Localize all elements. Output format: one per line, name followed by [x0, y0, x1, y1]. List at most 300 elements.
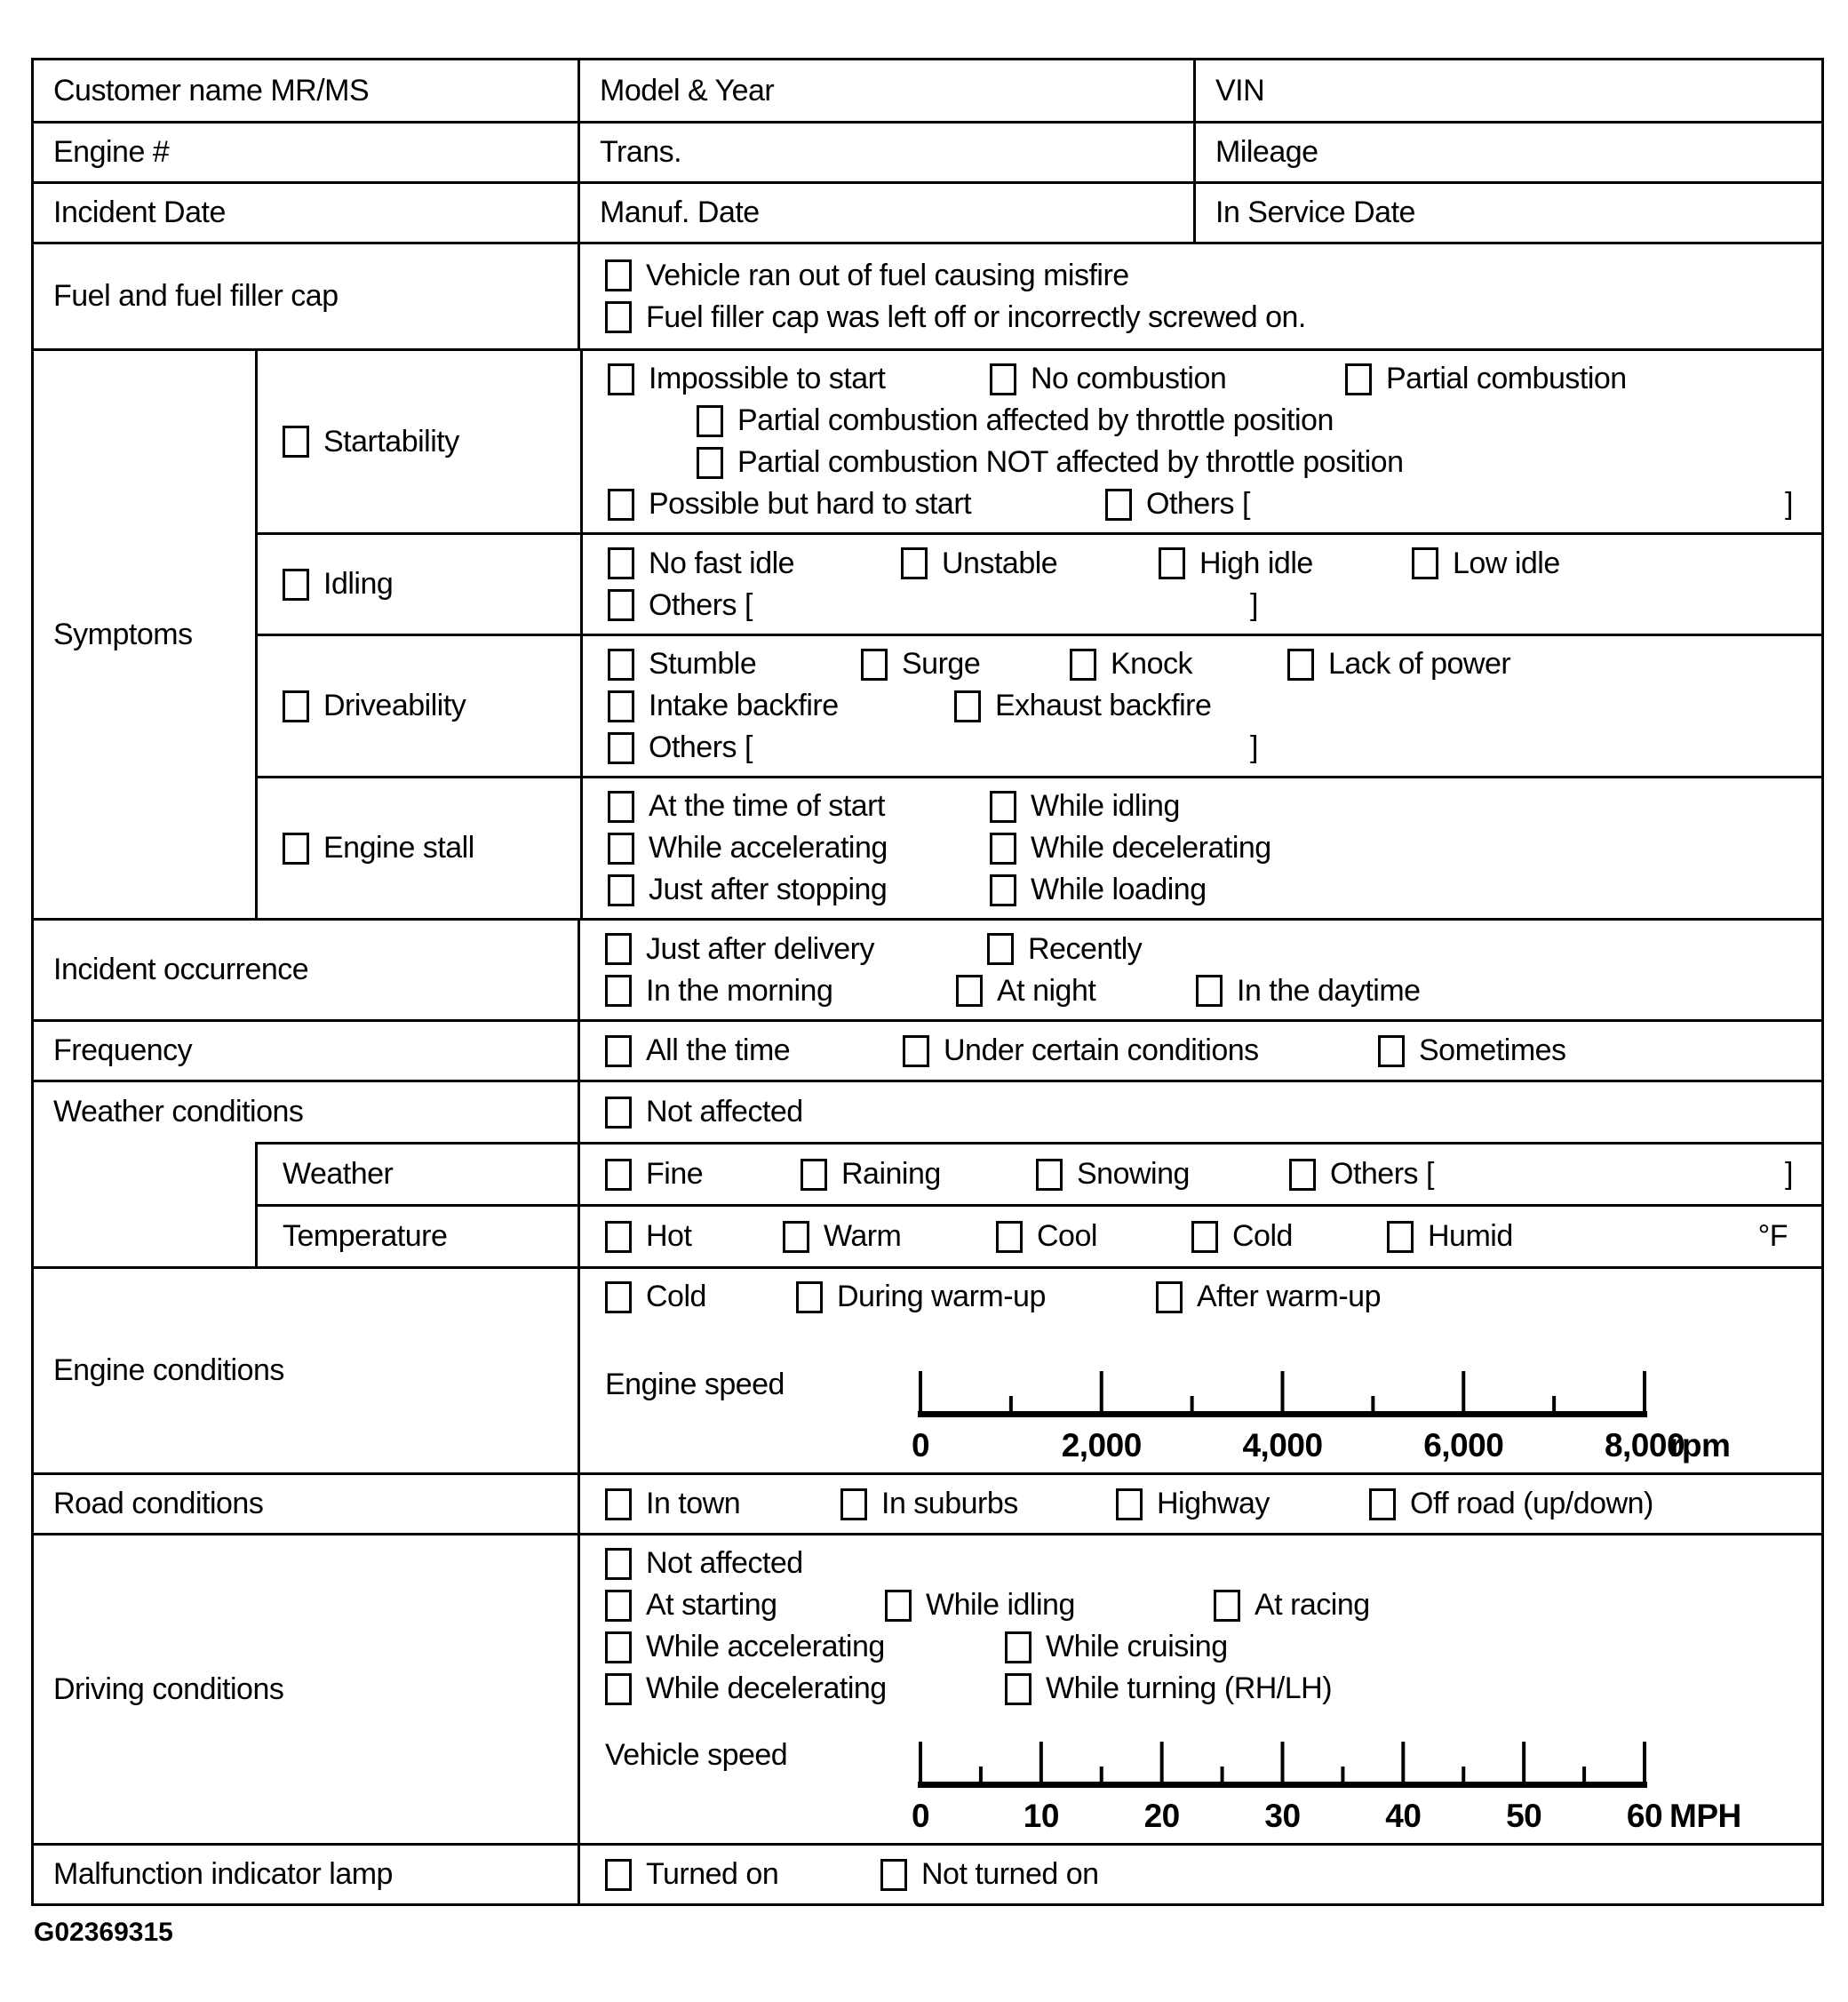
- option-label: Under certain conditions: [944, 1033, 1259, 1067]
- option-label: Vehicle ran out of fuel causing misfire: [646, 258, 1129, 292]
- cb-warm[interactable]: [783, 1221, 809, 1253]
- option-warm: [783, 1219, 996, 1254]
- row-symptoms: [34, 348, 1821, 918]
- option-no-combustion: [990, 362, 1345, 396]
- weather-conditions-label: Weather conditions: [53, 1095, 304, 1129]
- option-after-warm-up: [1156, 1280, 1381, 1314]
- option-label: Recently: [1028, 931, 1143, 966]
- fuel-options: [578, 244, 1821, 348]
- malfunction-lamp-line-1: [605, 1854, 1821, 1895]
- engine-stall-label: Engine stall: [323, 831, 474, 865]
- option-label: Warm: [824, 1219, 902, 1253]
- cb-idling-others[interactable]: [608, 589, 634, 621]
- cb-startability-others[interactable]: [1105, 489, 1132, 521]
- option-label: In suburbs: [881, 1487, 1018, 1520]
- road-conditions-label: Road conditions: [53, 1487, 264, 1520]
- cb-in-town[interactable]: [605, 1488, 632, 1520]
- option-while-cruising: [1005, 1630, 1228, 1664]
- option-while-turning: [1005, 1671, 1332, 1706]
- option-during-warm-up: [796, 1280, 1156, 1314]
- cb-stall-while-decelerating[interactable]: [990, 833, 1016, 865]
- option-just-after-stopping: [608, 873, 990, 907]
- cb-cold-temp[interactable]: [1191, 1221, 1218, 1253]
- cb-raining[interactable]: [801, 1159, 827, 1191]
- driveability-line-1: [608, 643, 1821, 685]
- cb-lack-of-power[interactable]: [1287, 649, 1314, 681]
- option-label: Others [: [1330, 1157, 1434, 1191]
- svg-text:6,000: 6,000: [1423, 1427, 1504, 1464]
- option-label: Lack of power: [1328, 647, 1511, 681]
- engine-stall-line-3: [608, 869, 1821, 911]
- weather-conditions-spacer: [34, 1142, 255, 1204]
- temperature-line-1: [605, 1216, 1821, 1257]
- row-engine-conditions: [34, 1266, 1821, 1472]
- cb-high-idle[interactable]: [1159, 547, 1185, 579]
- option-idling-others: [608, 588, 753, 623]
- startability-label-cell: [258, 351, 580, 532]
- option-in-the-daytime: [1196, 974, 1421, 1009]
- option-in-town: [605, 1487, 840, 1521]
- option-high-idle: [1159, 546, 1412, 581]
- option-label: Cold: [1232, 1219, 1293, 1253]
- option-label: Just after stopping: [649, 873, 888, 906]
- cb-highway[interactable]: [1116, 1488, 1143, 1520]
- row-weather-conditions: [34, 1080, 1821, 1142]
- engine-conditions-options: [578, 1269, 1821, 1472]
- symptoms-section-label: Symptoms: [53, 617, 193, 651]
- engine-speed-row: [605, 1348, 1821, 1465]
- option-weather-others: [1289, 1157, 1434, 1192]
- option-label: Others [: [1146, 487, 1250, 521]
- option-partial-not-affected-throttle: [697, 445, 1403, 480]
- cb-knock[interactable]: [1070, 649, 1096, 681]
- option-label: Exhaust backfire: [995, 689, 1212, 722]
- svg-text:10: 10: [1023, 1798, 1059, 1834]
- option-label: Cold: [646, 1280, 706, 1313]
- option-driving-while-decelerating: [605, 1671, 1005, 1706]
- subrow-engine-stall: [258, 776, 1821, 918]
- option-label: In the daytime: [1237, 973, 1421, 1008]
- cb-in-suburbs[interactable]: [840, 1488, 867, 1520]
- driving-conditions-label: Driving conditions: [53, 1671, 284, 1706]
- option-label: In town: [646, 1487, 741, 1520]
- svg-text:MPH: MPH: [1669, 1798, 1741, 1834]
- option-driving-while-idling: [885, 1588, 1214, 1623]
- diagnostic-form-table: [31, 58, 1824, 1906]
- option-label: Fuel filler cap was left off or incorrectly screwed on.: [646, 299, 1306, 334]
- option-stall-while-accelerating: [608, 831, 990, 865]
- cb-in-the-morning[interactable]: [605, 975, 632, 1007]
- subrow-startability: [258, 351, 1821, 532]
- option-at-racing: [1214, 1588, 1370, 1623]
- cb-turned-on[interactable]: [605, 1859, 632, 1891]
- option-label: Not affected: [646, 1095, 803, 1129]
- option-label: While idling: [926, 1588, 1075, 1622]
- option-label: Turned on: [646, 1857, 779, 1891]
- cb-weather-others[interactable]: [1289, 1159, 1316, 1191]
- cb-in-the-daytime[interactable]: [1196, 975, 1223, 1007]
- option-label: At night: [997, 973, 1096, 1008]
- option-label: Possible but hard to start: [649, 487, 972, 521]
- cb-surge[interactable]: [861, 649, 888, 681]
- option-label: Knock: [1111, 647, 1192, 681]
- option-snowing: [1036, 1157, 1289, 1192]
- malfunction-lamp-options: [578, 1846, 1821, 1903]
- field-model-year: Model & Year: [578, 60, 1193, 121]
- option-ran-out-of-fuel: [605, 259, 1129, 293]
- cb-at-racing[interactable]: [1214, 1590, 1240, 1622]
- row-weather: [34, 1142, 1821, 1204]
- option-label: No fast idle: [649, 546, 795, 580]
- option-under-certain-conditions: [903, 1033, 1378, 1068]
- option-label: Off road (up/down): [1410, 1487, 1653, 1520]
- cb-recently[interactable]: [987, 933, 1014, 965]
- bracket-close: ]: [1249, 730, 1258, 764]
- idling-label-cell: [258, 535, 580, 634]
- cb-engine-cold[interactable]: [605, 1281, 632, 1313]
- cb-just-after-stopping[interactable]: [608, 874, 634, 906]
- option-at-time-of-start: [608, 789, 990, 824]
- option-engine-cold: [605, 1280, 796, 1314]
- svg-text:20: 20: [1143, 1798, 1180, 1834]
- symptoms-subrows: [255, 351, 1821, 918]
- option-driving-not-affected: [605, 1546, 803, 1581]
- field-engine-number: Engine #: [53, 135, 170, 169]
- cb-at-night[interactable]: [956, 975, 983, 1007]
- fuel-option-line-1: [605, 255, 1821, 297]
- cb-sometimes[interactable]: [1378, 1035, 1405, 1067]
- field-trans: Trans.: [578, 124, 1193, 181]
- cb-off-road[interactable]: [1369, 1488, 1396, 1520]
- row-road-conditions: [34, 1472, 1821, 1533]
- weather-options: [578, 1142, 1821, 1204]
- option-startability-others: [1105, 487, 1250, 522]
- svg-text:30: 30: [1264, 1798, 1301, 1834]
- vehicle-speed-label: Vehicle speed: [605, 1738, 788, 1772]
- row-customer-info: [34, 60, 1821, 121]
- idling-label: Idling: [323, 567, 394, 601]
- temperature-label: Temperature: [255, 1204, 578, 1266]
- cb-while-loading[interactable]: [990, 874, 1016, 906]
- option-intake-backfire: [608, 689, 954, 723]
- cb-fine[interactable]: [605, 1159, 632, 1191]
- cb-at-starting[interactable]: [605, 1590, 632, 1622]
- cb-partial-not-affected-throttle[interactable]: [697, 447, 723, 479]
- startability-line-2: [608, 400, 1821, 442]
- option-label: Highway: [1157, 1487, 1270, 1520]
- cb-not-turned-on[interactable]: [880, 1859, 907, 1891]
- weather-not-affected-line: [605, 1091, 1821, 1133]
- figure-code: G02369315: [34, 1918, 173, 1947]
- row-engine-info: [34, 121, 1821, 181]
- option-label: At the time of start: [649, 789, 885, 823]
- startability-line-3: [608, 442, 1821, 483]
- incident-occurrence-options: [578, 921, 1821, 1019]
- option-label: Low idle: [1453, 546, 1560, 580]
- option-stall-while-decelerating: [990, 831, 1271, 865]
- cb-impossible-to-start[interactable]: [608, 363, 634, 395]
- startability-label: Startability: [323, 424, 459, 459]
- option-label: Impossible to start: [649, 362, 886, 395]
- field-vin: VIN: [1193, 60, 1821, 121]
- cb-stall-while-accelerating[interactable]: [608, 833, 634, 865]
- option-label: Partial combustion affected by throttle position: [737, 403, 1334, 437]
- option-label: Cool: [1037, 1219, 1097, 1253]
- cb-while-cruising[interactable]: [1005, 1631, 1032, 1663]
- driving-conditions-options: [578, 1535, 1821, 1843]
- incident-line-1: [605, 929, 1821, 970]
- row-fuel: [34, 242, 1821, 348]
- field-in-service-date: In Service Date: [1193, 184, 1821, 242]
- option-label: Not affected: [646, 1546, 803, 1580]
- idling-line-1: [608, 543, 1821, 585]
- cb-ran-out-of-fuel[interactable]: [605, 259, 632, 291]
- cb-during-warm-up[interactable]: [796, 1281, 823, 1313]
- option-weather-not-affected: [605, 1095, 803, 1129]
- cb-stall-while-idling[interactable]: [990, 791, 1016, 823]
- row-malfunction-lamp: [34, 1843, 1821, 1903]
- cb-driving-while-decelerating[interactable]: [605, 1673, 632, 1705]
- cb-under-certain-conditions[interactable]: [903, 1035, 929, 1067]
- field-mileage: Mileage: [1193, 124, 1821, 181]
- option-label: While accelerating: [646, 1630, 885, 1663]
- option-knock: [1070, 647, 1287, 682]
- cb-filler-cap-left-off[interactable]: [605, 301, 632, 333]
- option-label: After warm-up: [1197, 1280, 1381, 1313]
- option-cool: [996, 1219, 1191, 1254]
- cb-driveability-others[interactable]: [608, 732, 634, 764]
- option-label: Not turned on: [921, 1857, 1099, 1891]
- option-raining: [801, 1157, 1036, 1192]
- row-frequency: [34, 1019, 1821, 1080]
- engine-stall-line-2: [608, 827, 1821, 869]
- row-driving-conditions: [34, 1533, 1821, 1843]
- cb-no-fast-idle[interactable]: [608, 547, 634, 579]
- option-label: While accelerating: [649, 831, 888, 865]
- option-label: High idle: [1199, 546, 1313, 580]
- option-sometimes: [1378, 1033, 1566, 1068]
- driveability-label: Driveability: [323, 689, 466, 722]
- subrow-idling: [258, 532, 1821, 634]
- option-label: While loading: [1031, 873, 1207, 906]
- option-label: Partial combustion: [1386, 362, 1627, 395]
- weather-conditions-spacer: [34, 1204, 255, 1266]
- option-label: Others [: [649, 587, 753, 622]
- driving-line-3: [605, 1668, 1821, 1710]
- weather-label: Weather: [255, 1142, 578, 1204]
- option-label: While decelerating: [1031, 831, 1271, 865]
- option-unstable: [901, 546, 1159, 581]
- cb-startability[interactable]: [283, 426, 309, 458]
- frequency-options: [578, 1022, 1821, 1080]
- option-label: Hot: [646, 1219, 692, 1253]
- temperature-options: [578, 1204, 1821, 1266]
- cb-no-combustion[interactable]: [990, 363, 1016, 395]
- engine-conditions-label: Engine conditions: [53, 1353, 284, 1387]
- option-label: Humid: [1428, 1219, 1513, 1253]
- option-recently: [987, 932, 1142, 967]
- svg-text:2,000: 2,000: [1061, 1427, 1142, 1464]
- engine-speed-scale: [898, 1348, 1804, 1465]
- option-label: During warm-up: [837, 1280, 1046, 1313]
- svg-text:0: 0: [911, 1798, 930, 1834]
- option-label: Surge: [902, 647, 981, 681]
- option-just-after-delivery: [605, 932, 987, 967]
- option-cold-temp: [1191, 1219, 1387, 1254]
- cb-partial-affected-throttle[interactable]: [697, 405, 723, 437]
- option-label: In the morning: [646, 973, 833, 1008]
- cb-unstable[interactable]: [901, 547, 928, 579]
- option-label: Intake backfire: [649, 689, 839, 722]
- vehicle-speed-row: [605, 1719, 1821, 1836]
- option-label: While decelerating: [646, 1671, 887, 1705]
- road-conditions-line-1: [605, 1483, 1821, 1525]
- option-driving-while-accelerating: [605, 1630, 1005, 1664]
- engine-conditions-line-1: [605, 1276, 1821, 1318]
- bracket-close: ]: [1249, 587, 1258, 622]
- cb-low-idle[interactable]: [1412, 547, 1438, 579]
- svg-text:40: 40: [1385, 1798, 1422, 1834]
- option-label: At starting: [646, 1588, 777, 1622]
- option-label: Just after delivery: [646, 931, 874, 966]
- option-label: At racing: [1255, 1588, 1370, 1622]
- cb-snowing[interactable]: [1036, 1159, 1063, 1191]
- startability-line-4: [608, 483, 1821, 525]
- vehicle-speed-scale: [898, 1719, 1804, 1836]
- startability-line-1: [608, 358, 1821, 400]
- svg-text:8,000: 8,000: [1604, 1427, 1685, 1464]
- option-stumble: [608, 647, 861, 682]
- option-label: While turning (RH/LH): [1046, 1671, 1333, 1705]
- cb-at-time-of-start[interactable]: [608, 791, 634, 823]
- svg-text:rpm: rpm: [1669, 1427, 1731, 1464]
- cb-possible-but-hard[interactable]: [608, 489, 634, 521]
- option-label: While idling: [1031, 789, 1180, 823]
- option-label: Unstable: [942, 546, 1058, 580]
- fuel-section-label: Fuel and fuel filler cap: [53, 279, 339, 313]
- cb-partial-combustion[interactable]: [1345, 363, 1372, 395]
- cb-exhaust-backfire[interactable]: [954, 690, 981, 722]
- row-incident-occurrence: [34, 918, 1821, 1019]
- option-partial-combustion: [1345, 362, 1627, 396]
- road-conditions-options: [578, 1475, 1821, 1533]
- cb-humid[interactable]: [1387, 1221, 1414, 1253]
- option-label: All the time: [646, 1033, 791, 1067]
- idling-options: [580, 535, 1821, 634]
- driveability-line-2: [608, 685, 1821, 727]
- option-label: Fine: [646, 1157, 704, 1191]
- option-stall-while-idling: [990, 789, 1180, 824]
- option-label: Stumble: [649, 647, 757, 681]
- incident-line-2: [605, 970, 1821, 1012]
- option-no-fast-idle: [608, 546, 901, 581]
- option-not-turned-on: [880, 1857, 1099, 1892]
- cb-while-turning[interactable]: [1005, 1673, 1032, 1705]
- option-while-loading: [990, 873, 1207, 907]
- option-low-idle: [1412, 546, 1560, 581]
- engine-speed-label: Engine speed: [605, 1368, 785, 1401]
- driving-line-2: [605, 1626, 1821, 1668]
- subrow-driveability: [258, 634, 1821, 776]
- cb-engine-stall[interactable]: [283, 833, 309, 865]
- field-manuf-date: Manuf. Date: [578, 184, 1193, 242]
- svg-text:60: 60: [1626, 1798, 1663, 1834]
- option-label: While cruising: [1046, 1630, 1228, 1663]
- option-turned-on: [605, 1857, 880, 1892]
- option-lack-of-power: [1287, 647, 1510, 682]
- weather-not-affected-options: [578, 1082, 1821, 1142]
- option-filler-cap-left-off: [605, 300, 1306, 335]
- driveability-options: [580, 636, 1821, 776]
- fuel-option-line-2: [605, 297, 1821, 339]
- incident-occurrence-label: Incident occurrence: [53, 953, 309, 986]
- option-label: Partial combustion NOT affected by throttle position: [737, 445, 1404, 479]
- option-in-the-morning: [605, 974, 956, 1009]
- cb-hot[interactable]: [605, 1221, 632, 1253]
- option-driveability-others: [608, 730, 753, 765]
- field-customer-name: Customer name MR/MS: [53, 73, 370, 108]
- option-label: Others [: [649, 730, 753, 764]
- cb-idling[interactable]: [283, 569, 309, 601]
- cb-cool[interactable]: [996, 1221, 1023, 1253]
- engine-stall-label-cell: [258, 778, 580, 918]
- option-label: No combustion: [1031, 362, 1227, 395]
- cb-intake-backfire[interactable]: [608, 690, 634, 722]
- option-at-starting: [605, 1588, 885, 1623]
- bracket-close: ]: [1785, 487, 1793, 521]
- option-surge: [861, 647, 1070, 682]
- frequency-line-1: [605, 1030, 1821, 1072]
- option-fine: [605, 1157, 801, 1192]
- cb-driving-while-idling[interactable]: [885, 1590, 912, 1622]
- cb-driveability[interactable]: [283, 690, 309, 722]
- bracket-close: ]: [1785, 1157, 1793, 1191]
- frequency-label: Frequency: [53, 1033, 193, 1067]
- driving-line-0: [605, 1543, 1821, 1584]
- row-temperature: [34, 1204, 1821, 1266]
- option-label: Sometimes: [1419, 1033, 1566, 1067]
- option-highway: [1116, 1487, 1369, 1521]
- cb-stumble[interactable]: [608, 649, 634, 681]
- option-hot: [605, 1219, 783, 1254]
- weather-line-1: [605, 1153, 1821, 1195]
- option-possible-but-hard: [608, 487, 1105, 522]
- svg-text:4,000: 4,000: [1242, 1427, 1323, 1464]
- row-date-info: [34, 181, 1821, 242]
- startability-options: [580, 351, 1821, 532]
- option-impossible-to-start: [608, 362, 990, 396]
- option-all-the-time: [605, 1033, 903, 1068]
- option-at-night: [956, 974, 1196, 1009]
- cb-after-warm-up[interactable]: [1156, 1281, 1183, 1313]
- svg-text:50: 50: [1506, 1798, 1542, 1834]
- driveability-line-3: [608, 727, 1821, 769]
- svg-text:0: 0: [911, 1427, 930, 1464]
- driveability-label-cell: [258, 636, 580, 776]
- cb-driving-while-accelerating[interactable]: [605, 1631, 632, 1663]
- driving-line-1: [605, 1584, 1821, 1626]
- cb-driving-not-affected[interactable]: [605, 1548, 632, 1580]
- option-exhaust-backfire: [954, 689, 1211, 723]
- idling-line-2: [608, 585, 1821, 626]
- cb-all-the-time[interactable]: [605, 1035, 632, 1067]
- malfunction-lamp-label: Malfunction indicator lamp: [53, 1857, 393, 1891]
- cb-just-after-delivery[interactable]: [605, 933, 632, 965]
- field-incident-date: Incident Date: [53, 195, 226, 229]
- cb-weather-not-affected[interactable]: [605, 1097, 632, 1129]
- engine-stall-line-1: [608, 786, 1821, 827]
- option-label: Snowing: [1077, 1157, 1190, 1191]
